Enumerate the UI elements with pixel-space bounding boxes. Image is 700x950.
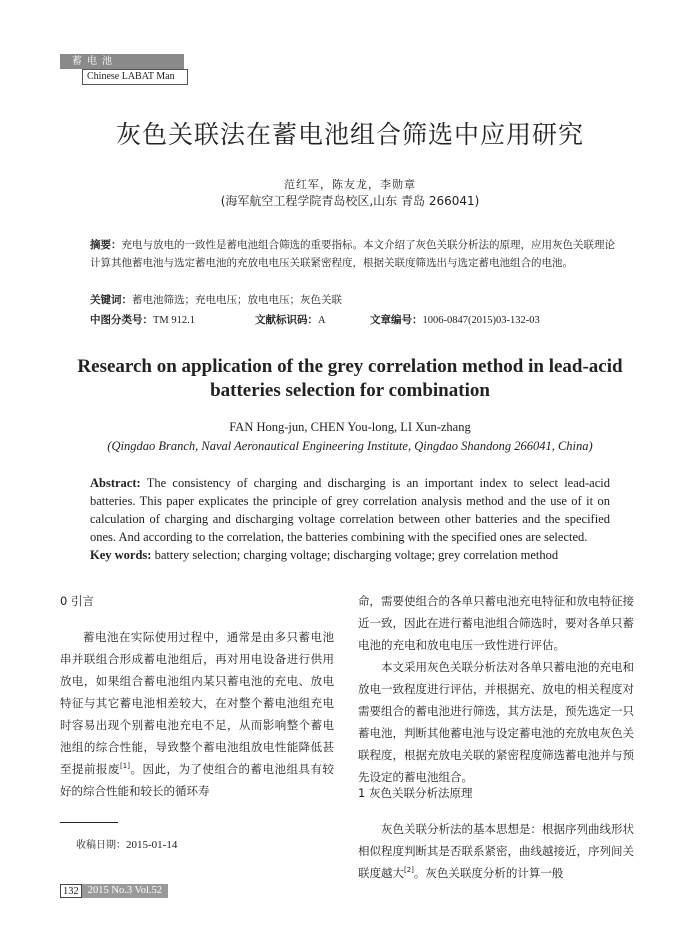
page-number: 132 bbox=[60, 884, 82, 898]
section-1-title-block bbox=[358, 782, 634, 804]
abstract-cn-label: 摘要： bbox=[90, 239, 122, 251]
received-date-note bbox=[76, 836, 177, 851]
authors-en: FAN Hong-jun, CHEN You-long, LI Xun-zhang bbox=[229, 420, 471, 434]
doc-code-value: A bbox=[318, 315, 326, 326]
citation-1: [1] bbox=[120, 762, 130, 771]
paper-title-cn: 灰色关联法在蓄电池组合筛选中应用研究 bbox=[115, 120, 584, 149]
journal-name-cn: 蓄电池 bbox=[60, 54, 184, 69]
affiliation-en: (Qingdao Branch, Naval Aeronautical Engineering Institute, Qingdao Shandong 266041, China) bbox=[107, 439, 593, 453]
sec0-p1-continued: 命，需要使组合的各单只蓄电池充电特征和放电特征接近一致，因此在进行蓄电池组合筛选时，要对各单只蓄电池的充电和放电电压一致性进行评估。 bbox=[358, 594, 634, 652]
section-0-paragraph-2: 本文采用灰色关联分析法对各单只蓄电池的充电和放电一致程度进行评估，并根据充、放电的相关程度对需要组合的蓄电池进行筛选，其方法是，预先选定一只蓄电池，判断其他蓄电池与设定蓄电池的充放电灰色关联程度，根据充放电关联的紧密程度筛选蓄电池并与预先设定的蓄电池组合。 bbox=[358, 660, 634, 784]
paper-title-en: Research on application of the grey correlation method in lead-acid batteries selection for combination bbox=[77, 356, 623, 401]
section-0-title-block bbox=[60, 590, 334, 612]
abstract-cn bbox=[90, 236, 620, 272]
footnote-rule bbox=[60, 822, 118, 823]
issue-info: 2015 No.3 Vol.52 bbox=[82, 884, 168, 898]
article-no-label: 文章编号： bbox=[370, 314, 423, 326]
received-date-label: 收稿日期： bbox=[76, 840, 126, 851]
right-column bbox=[358, 590, 634, 788]
citation-2: [2] bbox=[404, 866, 414, 875]
keywords-en bbox=[90, 546, 610, 564]
keywords-cn-text: 蓄电池筛选；充电电压；放电电压；灰色关联 bbox=[132, 294, 342, 306]
abstract-en bbox=[90, 474, 610, 546]
page-footer bbox=[60, 884, 168, 898]
keywords-cn bbox=[90, 292, 620, 307]
journal-name-en: Chinese LABAT Man bbox=[82, 69, 188, 85]
article-no-value: 1006-0847(2015)03-132-03 bbox=[422, 315, 540, 326]
authors-cn: 范红军，陈友龙，李勋章 bbox=[284, 178, 416, 191]
doc-code-label: 文献标识码： bbox=[255, 314, 318, 326]
abstract-cn-text: 充电与放电的一致性是蓄电池组合筛选的重要指标。本文介绍了灰色关联分析法的原理，应用灰色关联理论计算其他蓄电池与选定蓄电池的充放电电压关联紧密程度，根据关联度筛选出与选定蓄电池组合的电池。 bbox=[90, 239, 615, 269]
class-value: TM 912.1 bbox=[153, 315, 195, 326]
keywords-en-text: battery selection; charging voltage; discharging voltage; grey correlation method bbox=[154, 548, 559, 562]
journal-tag bbox=[60, 54, 184, 85]
received-date-value: 2015-01-14 bbox=[126, 839, 178, 851]
sec0-p1-text-b: 。因此，为了使组合的蓄电池组具有较好的综合性能和较长的循环寿 bbox=[60, 762, 335, 798]
section-1-paragraph-1 bbox=[358, 818, 634, 884]
sec1-p1-text-a: 灰色关联分析法的基本思想是：根据序列曲线形状相似程度判断其是否联系紧密，曲线越接近，序列间关联度越大 bbox=[358, 822, 634, 880]
abstract-en-text: The consistency of charging and discharging is an important index to select lead-acid batteries. This paper explicates the principle of grey correlation analysis method and the use of it on calculation of charging and discharging voltage correlation between other batteries and the specified ones. And according to the correlation, the batteries combining with the specified ones are selected. bbox=[90, 476, 610, 544]
keywords-en-label: Key words: bbox=[90, 548, 152, 562]
sec0-p1-text-a: 蓄电池在实际使用过程中，通常是由多只蓄电池串并联组合形成蓄电池组后，再对用电设备进行供用放电，如果组合蓄电池组内某只蓄电池的充电、放电特征与其它蓄电池相差较大，在对整个蓄电池组充电时容易出现个别蓄电池充电不足，从而影响整个蓄电池组的综合性能，导致整个蓄电池组放电性能降低甚至提前报废 bbox=[60, 630, 334, 776]
class-label: 中图分类号： bbox=[90, 314, 153, 326]
section-0-title: 0 引言 bbox=[60, 594, 94, 608]
section-0-paragraph-1 bbox=[60, 626, 334, 802]
sec1-p1-text-b: 。灰色关联度分析的计算一般 bbox=[413, 866, 564, 880]
keywords-cn-label: 关键词： bbox=[90, 294, 132, 306]
affiliation-cn: (海军航空工程学院青岛校区,山东 青岛 266041) bbox=[220, 194, 480, 208]
abstract-en-label: Abstract: bbox=[90, 476, 141, 490]
section-1-title: 1 灰色关联分析法原理 bbox=[358, 786, 473, 800]
classification-row bbox=[90, 312, 620, 327]
